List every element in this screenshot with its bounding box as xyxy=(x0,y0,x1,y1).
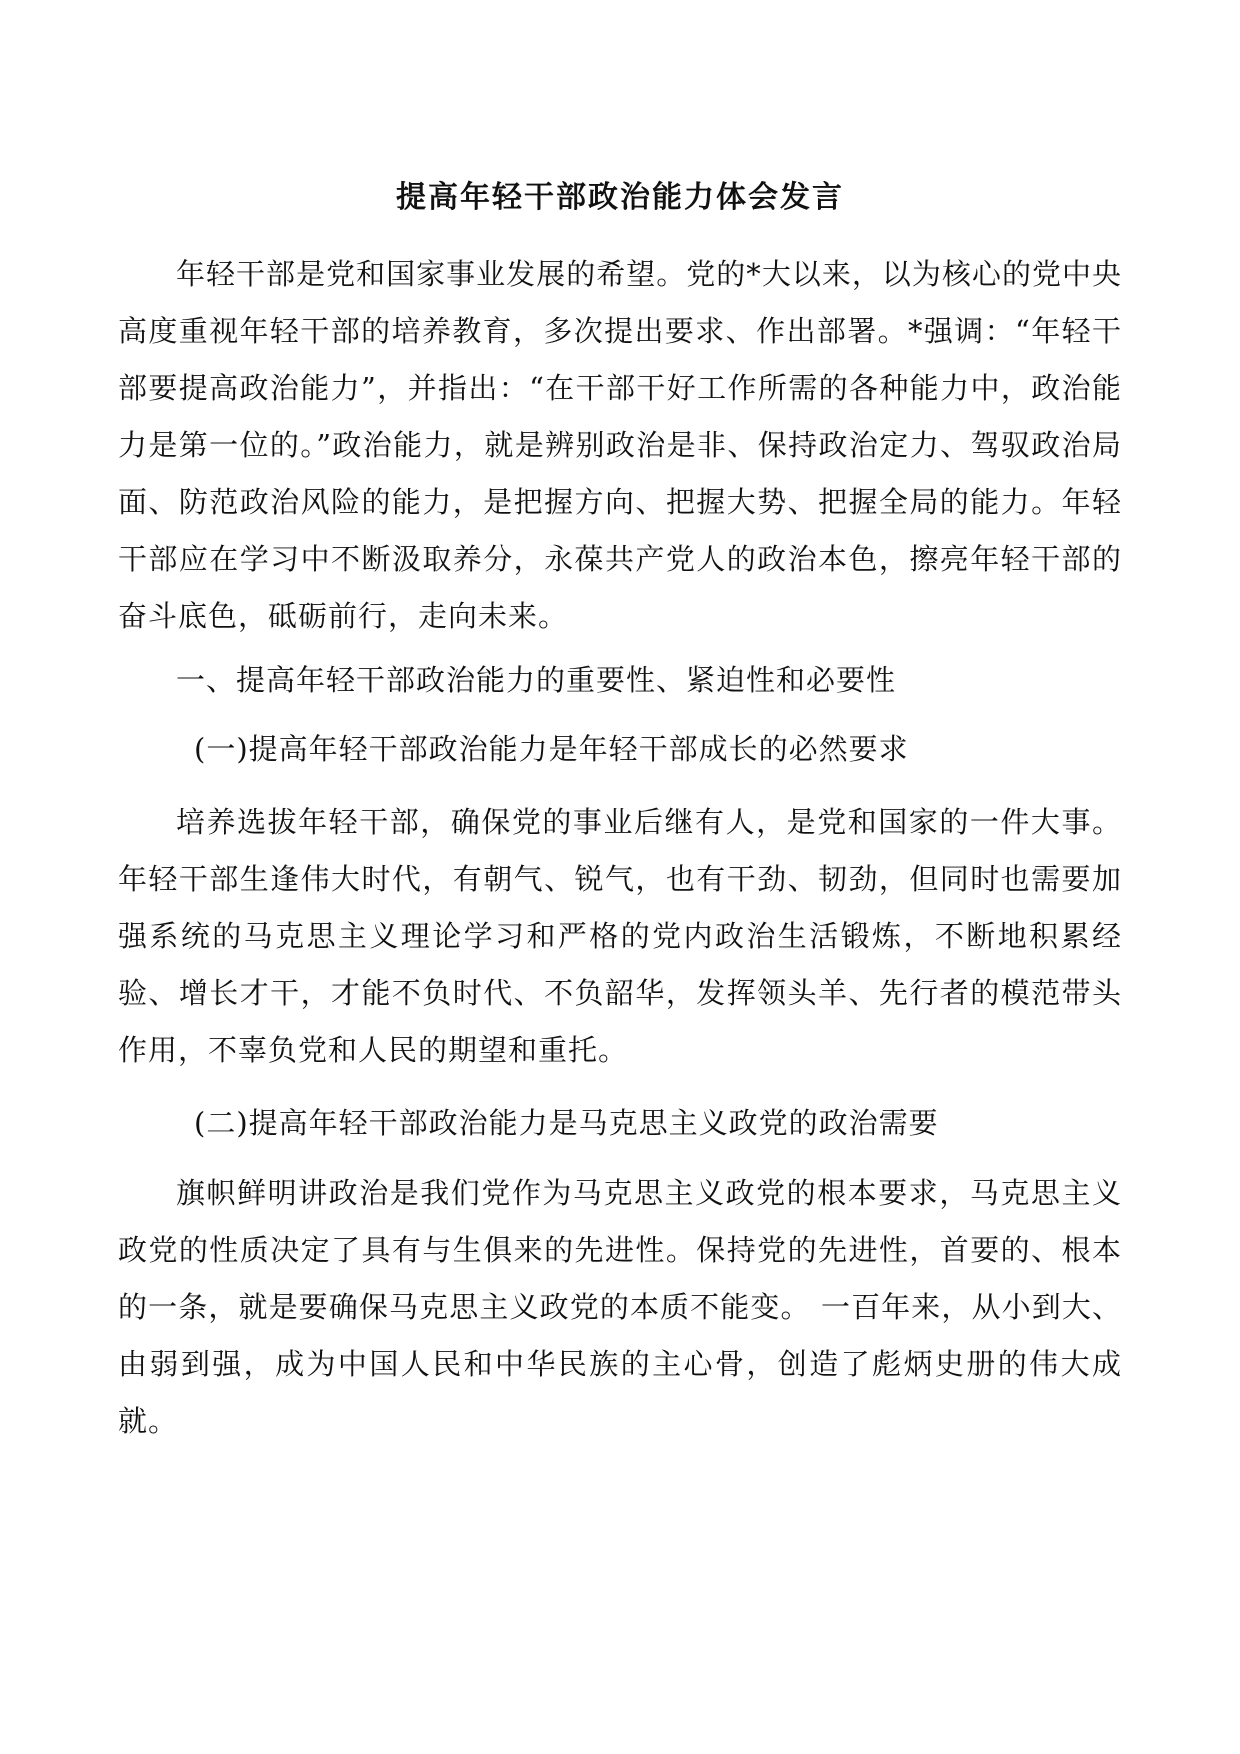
section-heading-1: 一、提高年轻干部政治能力的重要性、紧迫性和必要性 xyxy=(176,663,897,697)
document-title: 提高年轻干部政治能力体会发言 xyxy=(396,180,844,215)
intro-paragraph: 年轻干部是党和国家事业发展的希望。党的*大以来，以为核心的党中央高度重视年轻干部的培养教育，多次提出要求、作出部署。*强调：“年轻干部要提高政治能力”，并指出：“在干部干好工作所需的各种能力中，政治能力是第一位的。”政治能力，就是辨别政治是非、保持政治定力、驾驭政治局面、防范政治风险的能力，是把握方向、把握大势、把握全局的能力。年轻干部应在学习中不断汲取养分，永葆共产党人的政治本色，擦亮年轻干部的奋斗底色，砥砺前行，走向未来。 xyxy=(118,257,1122,633)
subsection-heading-2: (二)提高年轻干部政治能力是马克思主义政党的政治需要 xyxy=(194,1106,939,1140)
subsection-2-paragraph: 旗帜鲜明讲政治是我们党作为马克思主义政党的根本要求，马克思主义政党的性质决定了具有与生俱来的先进性。保持党的先进性，首要的、根本的一条，就是要确保马克思主义政党的本质不能变。 一百年来，从小到大、由弱到强，成为中国人民和中华民族的主心骨，创造了彪炳史册的伟大成就。 xyxy=(118,1176,1122,1438)
subsection-1-paragraph: 培养选拔年轻干部，确保党的事业后继有人，是党和国家的一件大事。年轻干部生逢伟大时代，有朝气、锐气，也有干劲、韧劲，但同时也需要加强系统的马克思主义理论学习和严格的党内政治生活锻炼，不断地积累经验、增长才干，才能不负时代、不负韶华，发挥领头羊、先行者的模范带头作用，不辜负党和人民的期望和重托。 xyxy=(118,805,1122,1067)
subsection-heading-1: (一)提高年轻干部政治能力是年轻干部成长的必然要求 xyxy=(194,732,909,766)
